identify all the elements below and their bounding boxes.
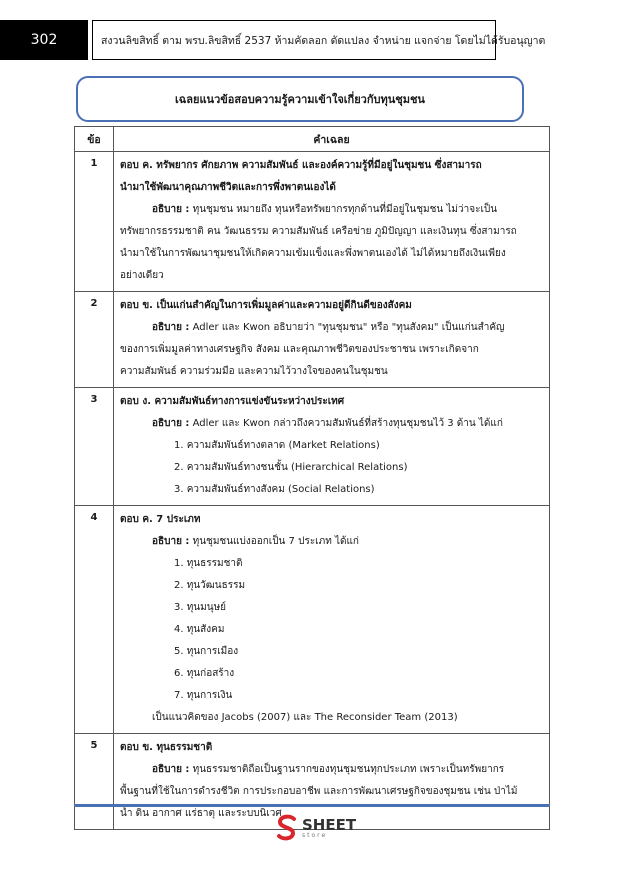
- explanation-line: นำมาใช้ในการพัฒนาชุมชนให้เกิดความเข้มแข็งและพึ่งพาตนเองได้ ไม่ได้หมายถึงเงินเพียง: [120, 248, 506, 259]
- explanation-line: น้ำ ดิน อากาศ แร่ธาตุ และระบบนิเวศ: [120, 808, 282, 819]
- list-item: 2. ความสัมพันธ์ทางชนชั้น (Hierarchical Relations): [174, 462, 408, 473]
- list-item: 7. ทุนการเงิน: [174, 690, 233, 701]
- explanation-text: Adler และ Kwon กล่าวถึงความสัมพันธ์ที่สร้างทุนชุมชนไว้ 3 ด้าน ได้แก่: [189, 418, 503, 429]
- explanation-line: ทรัพยากรธรรมชาติ คน วัฒนธรรม ความสัมพันธ์ เครือข่าย ภูมิปัญญา และเงินทุน ซึ่งสามารถ: [120, 226, 517, 237]
- explanation-text: ทุนชุมชน หมายถึง ทุนหรือทรัพยากรทุกด้านที่มีอยู่ในชุมชน ไม่ว่าจะเป็น: [189, 204, 498, 215]
- logo-word: SHEET: [302, 815, 357, 834]
- explanation-line: พื้นฐานที่ใช้ในการดำรงชีวิต การประกอบอาชีพ และการพัฒนาเศรษฐกิจของชุมชน เช่น ป่าไม้: [120, 786, 518, 797]
- list-item: 2. ทุนวัฒนธรรม: [174, 580, 246, 591]
- list-item: 3. ทุนมนุษย์: [174, 602, 227, 613]
- explanation-text: Adler และ Kwon อธิบายว่า "ทุนชุมชน" หรือ "ทุนสังคม" เป็นแก่นสำคัญ: [189, 322, 505, 333]
- section-title: เฉลยแนวข้อสอบความรู้ความเข้าใจเกี่ยวกับทุนชุมชน: [76, 76, 524, 122]
- answer-line: ตอบ ข. เป็นแก่นสำคัญในการเพิ่มมูลค่าและความอยู่ดีกินดีของสังคม: [120, 300, 412, 311]
- answer-line: ตอบ ง. ความสัมพันธ์ทางการแข่งขันระหว่างประเทศ: [120, 396, 345, 407]
- answer-line: ตอบ ค. ทรัพยากร ศักยภาพ ความสัมพันธ์ และองค์ความรู้ที่มีอยู่ในชุมชน ซึ่งสามารถ: [120, 160, 482, 171]
- table-row: [75, 506, 550, 734]
- explanation-line: ความสัมพันธ์ ความร่วมมือ และความไว้วางใจของคนในชุมชน: [120, 366, 388, 377]
- answer-table: [74, 126, 550, 830]
- explanation-text: ทุนธรรมชาติถือเป็นฐานรากของทุนชุมชนทุกประเภท เพราะเป็นทรัพยากร: [189, 764, 505, 775]
- logo-sub: store: [302, 831, 328, 839]
- sheet-store-logo: [276, 814, 356, 842]
- table-row: [75, 152, 550, 292]
- question-number: 1: [75, 152, 114, 292]
- list-item: 4. ทุนสังคม: [174, 624, 225, 635]
- answer-cell: [114, 292, 550, 388]
- explanation-line: [120, 413, 543, 435]
- explanation-label: อธิบาย :: [152, 204, 190, 215]
- answer-line: ตอบ ค. 7 ประเภท: [120, 514, 201, 525]
- explanation-line: [120, 531, 543, 553]
- column-header-answer: คำเฉลย: [114, 127, 550, 152]
- column-header-number: ข้อ: [75, 127, 114, 152]
- answer-line: ตอบ ข. ทุนธรรมชาติ: [120, 742, 213, 753]
- explanation-label: อธิบาย :: [152, 536, 190, 547]
- answer-cell: [114, 388, 550, 506]
- explanation-closing: เป็นแนวคิดของ Jacobs (2007) และ The Reconsider Team (2013): [152, 712, 458, 723]
- explanation-line: [120, 199, 543, 221]
- answer-cell: [114, 506, 550, 734]
- table-header-row: [75, 127, 550, 152]
- footer-rule: [74, 804, 550, 807]
- question-number: 3: [75, 388, 114, 506]
- question-number: 4: [75, 506, 114, 734]
- list-item: 1. ความสัมพันธ์ทางตลาด (Market Relations): [174, 440, 380, 451]
- sheet-logo-icon: [276, 814, 298, 842]
- question-number: 5: [75, 734, 114, 830]
- answer-cell: [114, 152, 550, 292]
- copyright-header: สงวนลิขสิทธิ์ ตาม พรบ.ลิขสิทธิ์ 2537 ห้ามคัดลอก ดัดแปลง จำหน่าย แจกจ่าย โดยไม่ได้รับอนุญาต: [92, 20, 496, 60]
- question-number: 2: [75, 292, 114, 388]
- answer-line: นำมาใช้พัฒนาคุณภาพชีวิตและการพึ่งพาตนเองได้: [120, 182, 336, 193]
- list-item: 3. ความสัมพันธ์ทางสังคม (Social Relations): [174, 484, 375, 495]
- list-item: 6. ทุนก่อสร้าง: [174, 668, 235, 679]
- explanation-label: อธิบาย :: [152, 418, 190, 429]
- explanation-line: [120, 759, 543, 781]
- explanation-line: อย่างเดียว: [120, 270, 164, 281]
- explanation-line: [120, 317, 543, 339]
- table-row: [75, 292, 550, 388]
- list-item: 5. ทุนการเมือง: [174, 646, 239, 657]
- table-row: [75, 388, 550, 506]
- explanation-label: อธิบาย :: [152, 764, 190, 775]
- page-number: 302: [0, 20, 88, 60]
- list-item: 1. ทุนธรรมชาติ: [174, 558, 243, 569]
- explanation-line: ของการเพิ่มมูลค่าทางเศรษฐกิจ สังคม และคุณภาพชีวิตของประชาชน เพราะเกิดจาก: [120, 344, 479, 355]
- explanation-label: อธิบาย :: [152, 322, 190, 333]
- explanation-text: ทุนชุมชนแบ่งออกเป็น 7 ประเภท ได้แก่: [189, 536, 359, 547]
